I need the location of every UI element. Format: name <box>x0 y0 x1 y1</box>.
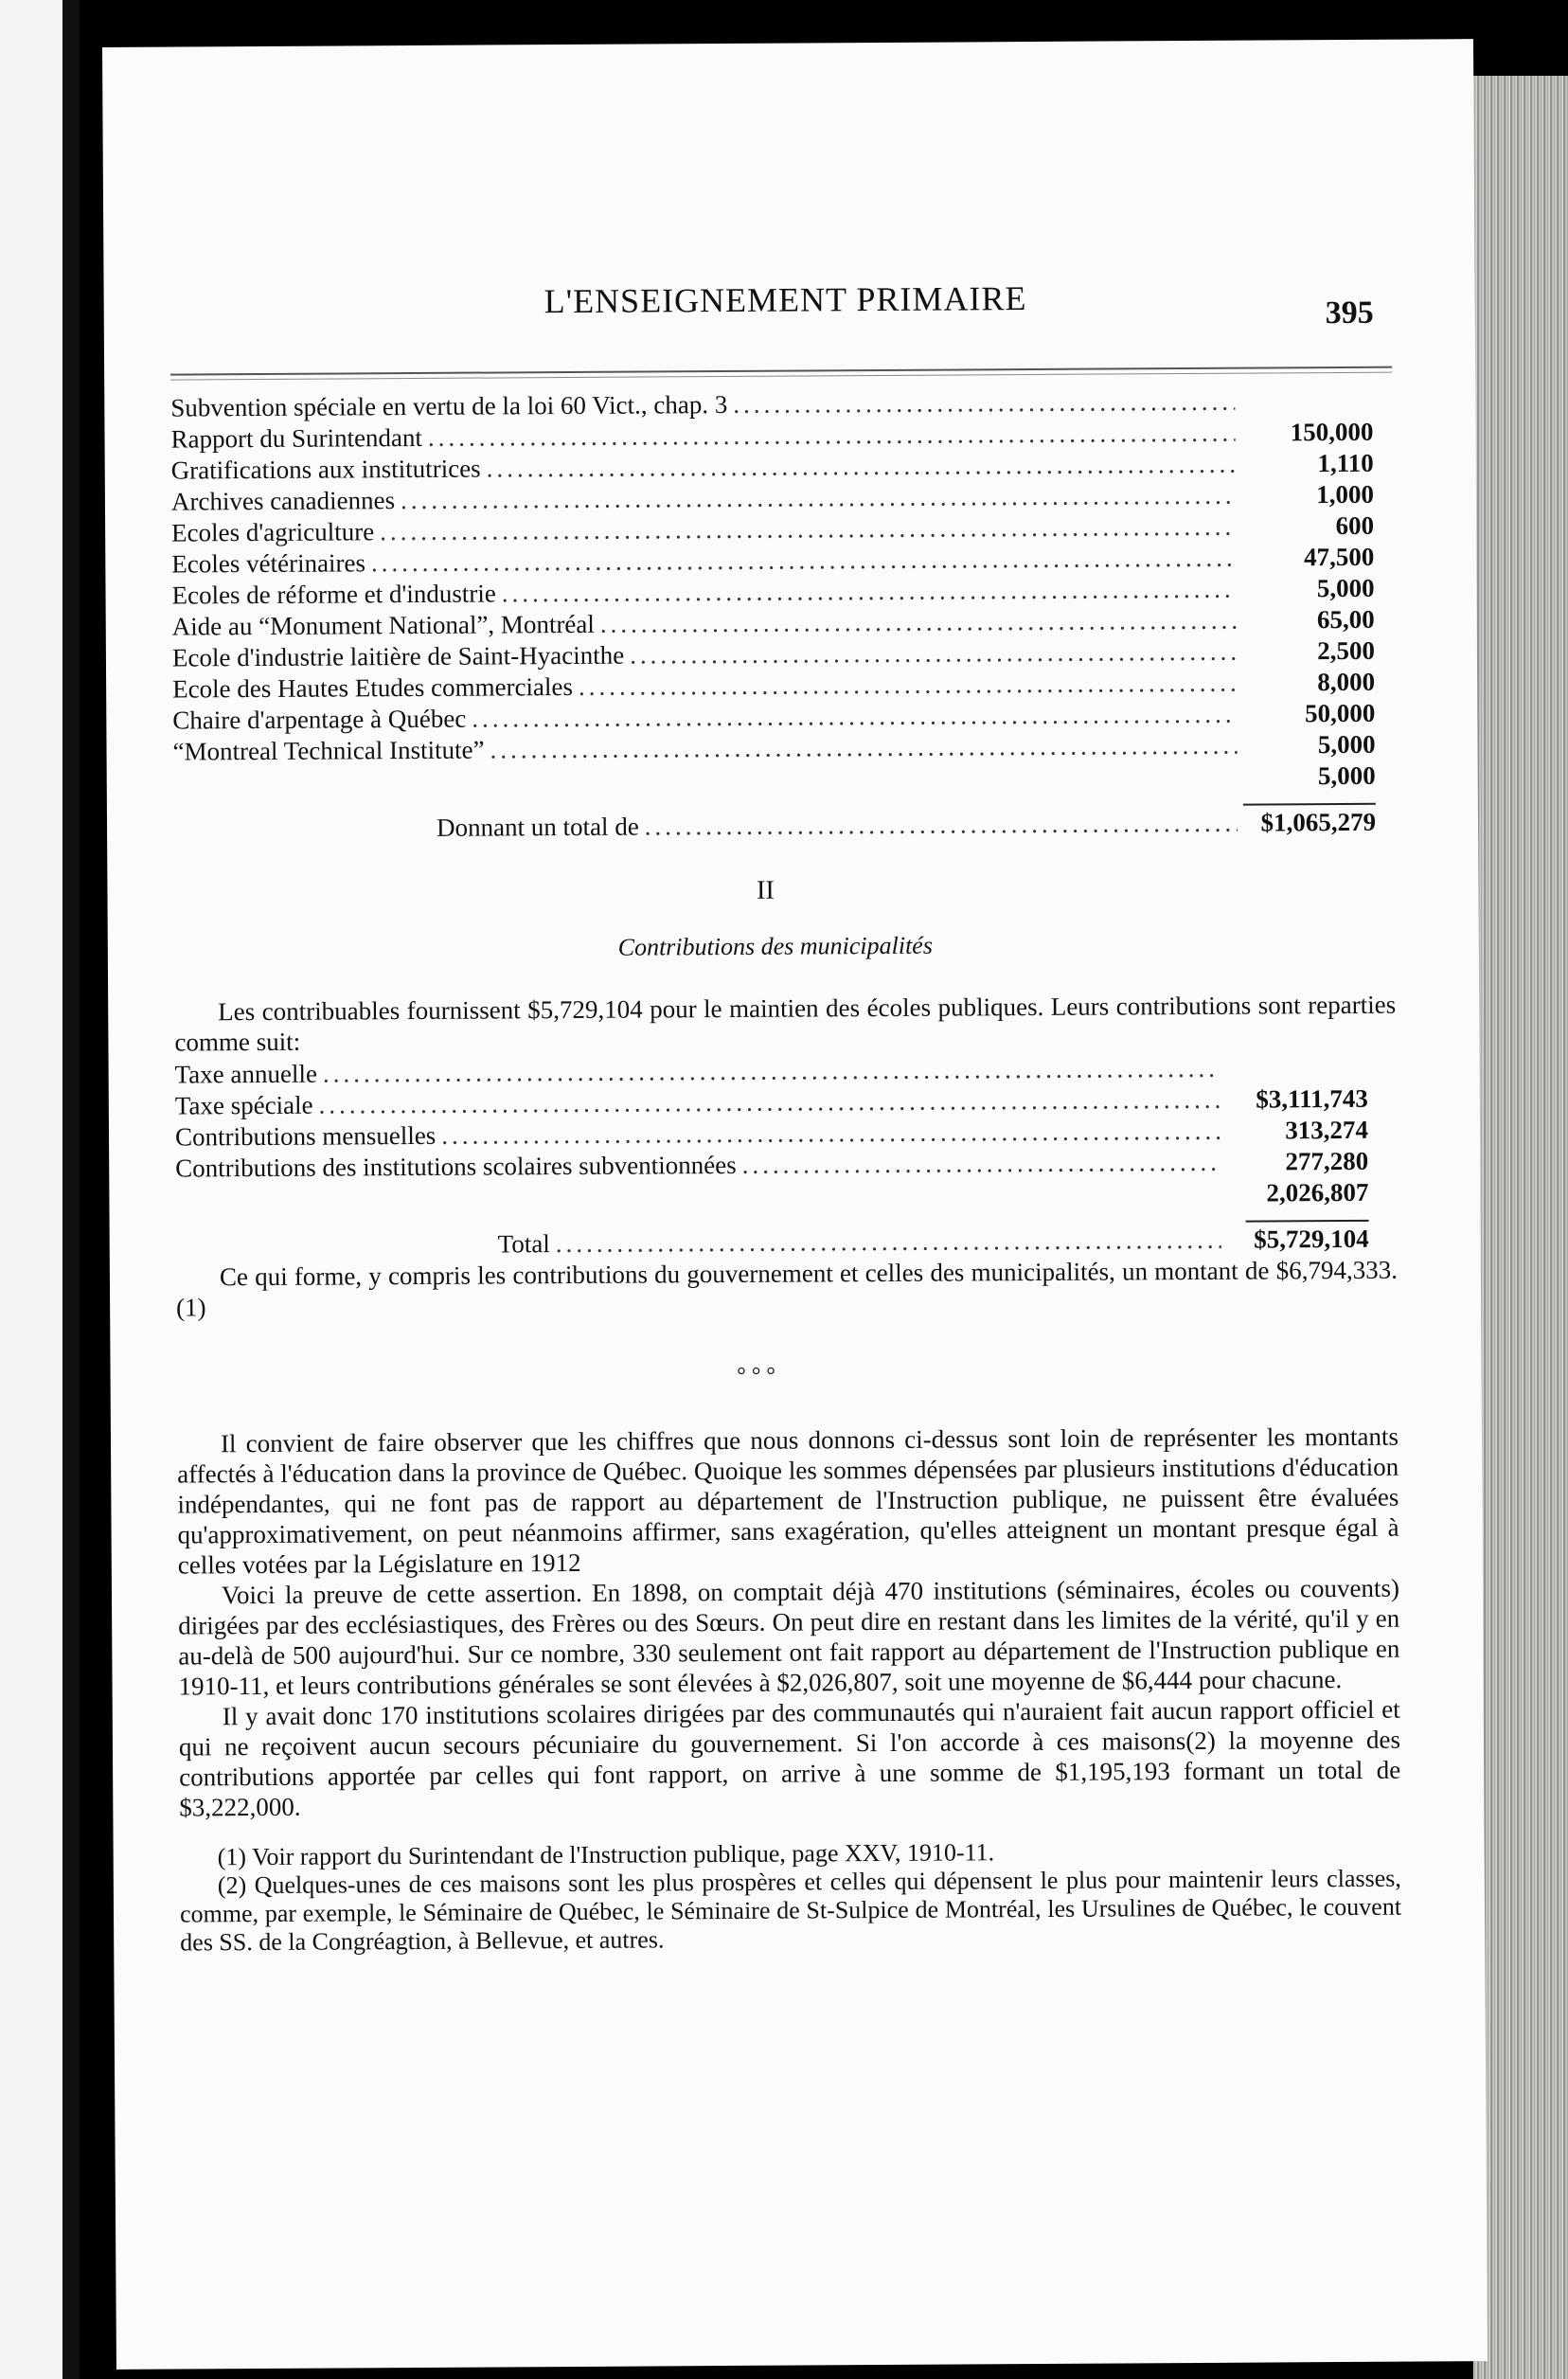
grants-total-label: Donnant un total de <box>436 812 639 842</box>
grant-amount: 5,000 <box>1317 729 1376 760</box>
grants-total-row <box>173 807 1376 846</box>
facing-page-edge <box>0 0 80 2379</box>
grant-label: Chaire d'arpentage à Québec <box>172 704 467 735</box>
leader-dots <box>472 699 1237 735</box>
grant-label: Ecoles de réforme et d'industrie <box>171 579 496 610</box>
grant-amount: 5,000 <box>1316 573 1375 603</box>
municipal-intro: Les contribuables fournissent $5,729,104 pour le maintien des écoles publiques. Leurs contributions sont reparties comme suit: <box>174 990 1397 1057</box>
leader-dots <box>380 511 1236 548</box>
footnote: (1) Voir rapport du Surintendant de l'Instruction publique, page XXV, 1910-11. <box>217 1838 995 1871</box>
grant-amount: 600 <box>1335 510 1375 541</box>
leader-dots <box>556 1225 1221 1260</box>
grant-amount: 1,110 <box>1317 448 1374 478</box>
leader-dots <box>645 808 1238 843</box>
leader-dots <box>733 386 1235 420</box>
body-paragraph: Il y avait donc 170 institutions scolaires dirigées par des communautés qui n'auraient fait aucun rapport officiel et qui ne reçoivent aucun secours pécuniaire du gouvernement. Si l'on accorde à ces maisons(2) la moyenne des contributions apportée par celles qui font rapport, on arrive à une somme de $1,195,193 formant un total de $3,222,000. <box>178 1694 1401 1822</box>
grant-label: Subvention spéciale en vertu de la loi 60 Vict., chap. 3 <box>170 389 728 422</box>
municipal-label: Taxe spéciale <box>174 1090 313 1120</box>
grant-label: Ecole d'industrie laitière de Saint-Hyacinthe <box>171 640 625 672</box>
leader-dots <box>600 605 1237 640</box>
grants-total-amount: $1,065,279 <box>1260 807 1377 837</box>
municipal-amount: 313,274 <box>1285 1115 1369 1145</box>
grant-amount: 65,00 <box>1316 604 1375 635</box>
grant-amount: 50,000 <box>1304 698 1376 728</box>
sum-rule <box>1243 803 1376 806</box>
municipal-label: Contributions mensuelles <box>174 1120 437 1152</box>
leader-dots <box>490 730 1237 766</box>
grant-label: Gratifications aux institutrices <box>170 454 481 485</box>
page-block-edge <box>1473 76 1568 2379</box>
grant-amount: 2,500 <box>1317 635 1376 666</box>
leader-dots <box>630 636 1237 671</box>
grant-label: Rapport du Surintendant <box>170 422 423 454</box>
leader-dots <box>441 1116 1221 1152</box>
grant-amount: 5,000 <box>1317 760 1376 791</box>
leader-dots <box>371 543 1237 580</box>
leader-dots <box>487 449 1236 485</box>
grant-amount: 1,000 <box>1316 479 1374 510</box>
header-rule <box>170 367 1392 376</box>
leader-dots <box>502 574 1237 610</box>
running-title: L'ENSEIGNEMENT PRIMAIRE <box>543 279 1027 321</box>
grant-amount <box>1240 409 1373 410</box>
municipal-summary: Ce qui forme, y compris les contributions du gouvernement et celles des municipalités, un montant de $6,794,333. (1) <box>176 1255 1399 1322</box>
page-content <box>169 182 1402 1957</box>
municipal-total-amount: $5,729,104 <box>1254 1224 1369 1254</box>
footnotes <box>180 1836 1402 1958</box>
section-number: II <box>757 875 775 905</box>
body-paragraph: Voici la preuve de cette assertion. En 1898, on comptait déjà 470 institutions (séminaires, écoles ou couvents) dirigées par des ecclésiastiques, des Frères ou des Sœurs. On peut dire en restant dans les limites de la vérité, qu'il y en au-delà de 500 aujourd'hui. Sur ce nombre, 330 seulement ont fait rapport au département de l'Instruction publique en 1910-11, et leurs contributions générales se sont élevées à $2,026,807, soit une moyenne de $6,444 pour chacune. <box>178 1573 1400 1701</box>
book-page <box>102 39 1488 2370</box>
footnote: (2) Quelques-unes de ces maisons sont les plus prospères et celles qui dépensent le plus pour maintenir leurs classes, comme, par exemple, le Séminaire de Québec, le Séminaire de St-Sulpice de Montréal, les Ursulines de Québec, le couvent des SS. de la Congréagtion, à Bellevue, et autres. <box>179 1864 1402 1957</box>
municipal-amount: $3,111,743 <box>1256 1083 1368 1114</box>
grant-label: Ecoles d'agriculture <box>171 517 375 547</box>
leader-dots <box>579 668 1237 703</box>
municipal-total-label: Total <box>497 1229 550 1259</box>
grant-amount: 150,000 <box>1290 417 1374 447</box>
body-paragraph: Il convient de faire observer que les chiffres que nous donnons ci-dessus sont loin de représenter les montants affectés à l'éducation dans la province de Québec. Quoique les sommes dépensées par plusieurs institutions d'éducation indépendantes, qui ne font pas de rapport au département de l'Instruction publique, ne puissent être évaluées qu'approximativement, on peut néanmoins affirmer, sans exagération, qu'elles atteignent un montant presque égal à celles votées par la Législature en 1912 <box>177 1422 1399 1580</box>
grant-amount: 47,500 <box>1303 542 1375 572</box>
page-number: 395 <box>1325 295 1374 331</box>
grant-label: Ecoles vétérinaires <box>171 548 366 579</box>
grant-label: Archives canadiennes <box>170 486 396 516</box>
leader-dots <box>401 480 1236 516</box>
section-title: Contributions des municipalités <box>617 931 934 961</box>
municipal-label: Taxe annuelle <box>174 1059 317 1089</box>
grant-label: “Montreal Technical Institute” <box>172 735 485 766</box>
grant-label: Aide au “Monument National”, Montréal <box>171 609 595 641</box>
municipal-amount <box>1226 1076 1368 1077</box>
municipal-amount: 277,280 <box>1285 1146 1369 1176</box>
municipal-amount: 2,026,807 <box>1266 1177 1369 1207</box>
body-area <box>170 385 1401 1958</box>
section-separator: °°° <box>737 1363 782 1388</box>
sum-rule <box>1246 1220 1369 1223</box>
municipal-table <box>175 1052 1369 1262</box>
municipal-label: Contributions des institutions scolaires subventionnées <box>175 1150 737 1183</box>
leader-dots <box>428 418 1236 454</box>
grant-label: Ecole des Hautes Etudes commerciales <box>172 671 574 704</box>
leader-dots <box>742 1147 1221 1181</box>
grant-amount: 8,000 <box>1317 667 1376 697</box>
grants-table <box>170 385 1376 846</box>
